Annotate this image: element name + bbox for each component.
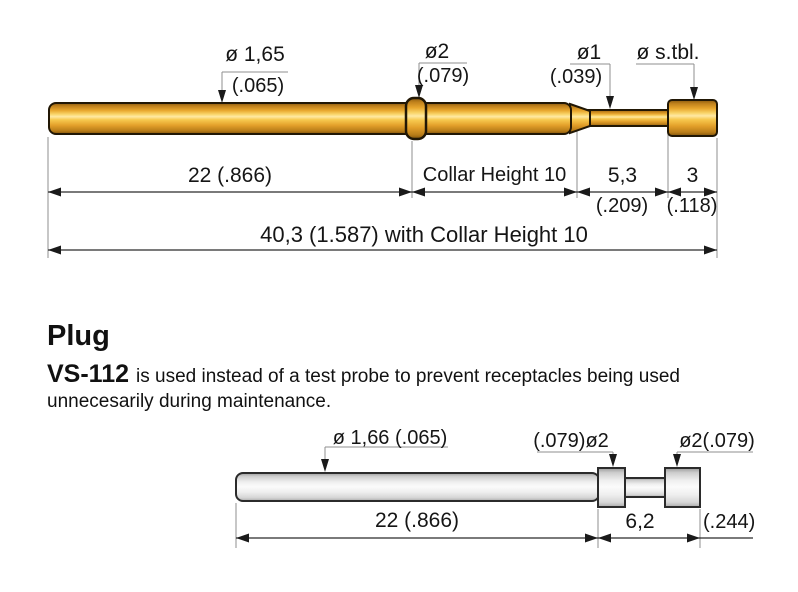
probe-body: [49, 103, 571, 134]
plug-end-length-dimension: 6,2: [625, 510, 655, 533]
plug-end-length-inch-dimension: (.244): [703, 511, 756, 533]
probe-head-diameter-label: ø s.tbl.: [636, 41, 700, 64]
plug-body-length-dimension: 22 (.866): [374, 509, 460, 532]
plug-neck: [625, 478, 666, 497]
plug-collar-right: [665, 468, 700, 507]
probe-taper: [570, 104, 590, 133]
probe-head-length-inch-dimension: (.118): [666, 195, 718, 217]
probe-collar-diameter-inch-label: (.079): [416, 65, 470, 87]
leader-arrowheads: [218, 85, 698, 472]
description-text-1: is used instead of a test probe to prevent receptacles being used: [136, 366, 680, 387]
probe-tip-diameter-inch-label: (.039): [549, 66, 603, 88]
description-line-2: unnecesarily during maintenance.: [47, 391, 332, 412]
probe-body-length-dimension: 22 (.866): [187, 164, 273, 187]
probe-collar-diameter-label: ø2: [424, 40, 450, 63]
probe-collar: [406, 98, 426, 139]
probe-body-diameter-label: ø 1,65: [225, 43, 285, 66]
probe-body-diameter-inch-label: (.065): [231, 75, 285, 97]
plug-body: [236, 473, 599, 501]
plug-collar-left: [598, 468, 625, 507]
probe-total-length-dimension: 40,3 (1.587) with Collar Height 10: [260, 222, 588, 247]
probe-collar-height-dimension: Collar Height 10: [422, 164, 567, 186]
probe-tip-length-dimension: 5,3: [607, 164, 638, 187]
probe-head: [668, 100, 717, 136]
probe-tip-diameter-label: ø1: [576, 41, 602, 64]
section-heading: Plug: [47, 320, 110, 352]
plug-body-diameter-label: ø 1,66 (.065): [332, 427, 448, 449]
description-line-1: [47, 360, 680, 389]
probe-tip-length-inch-dimension: (.209): [595, 195, 649, 217]
probe-tip-shaft: [588, 110, 670, 126]
model-number: VS-112: [47, 360, 130, 388]
probe-head-length-dimension: 3: [686, 164, 699, 187]
plug-collar-left-diameter-label: (.079)ø2: [533, 430, 609, 452]
plug-collar-right-diameter-label: ø2(.079): [679, 430, 755, 452]
